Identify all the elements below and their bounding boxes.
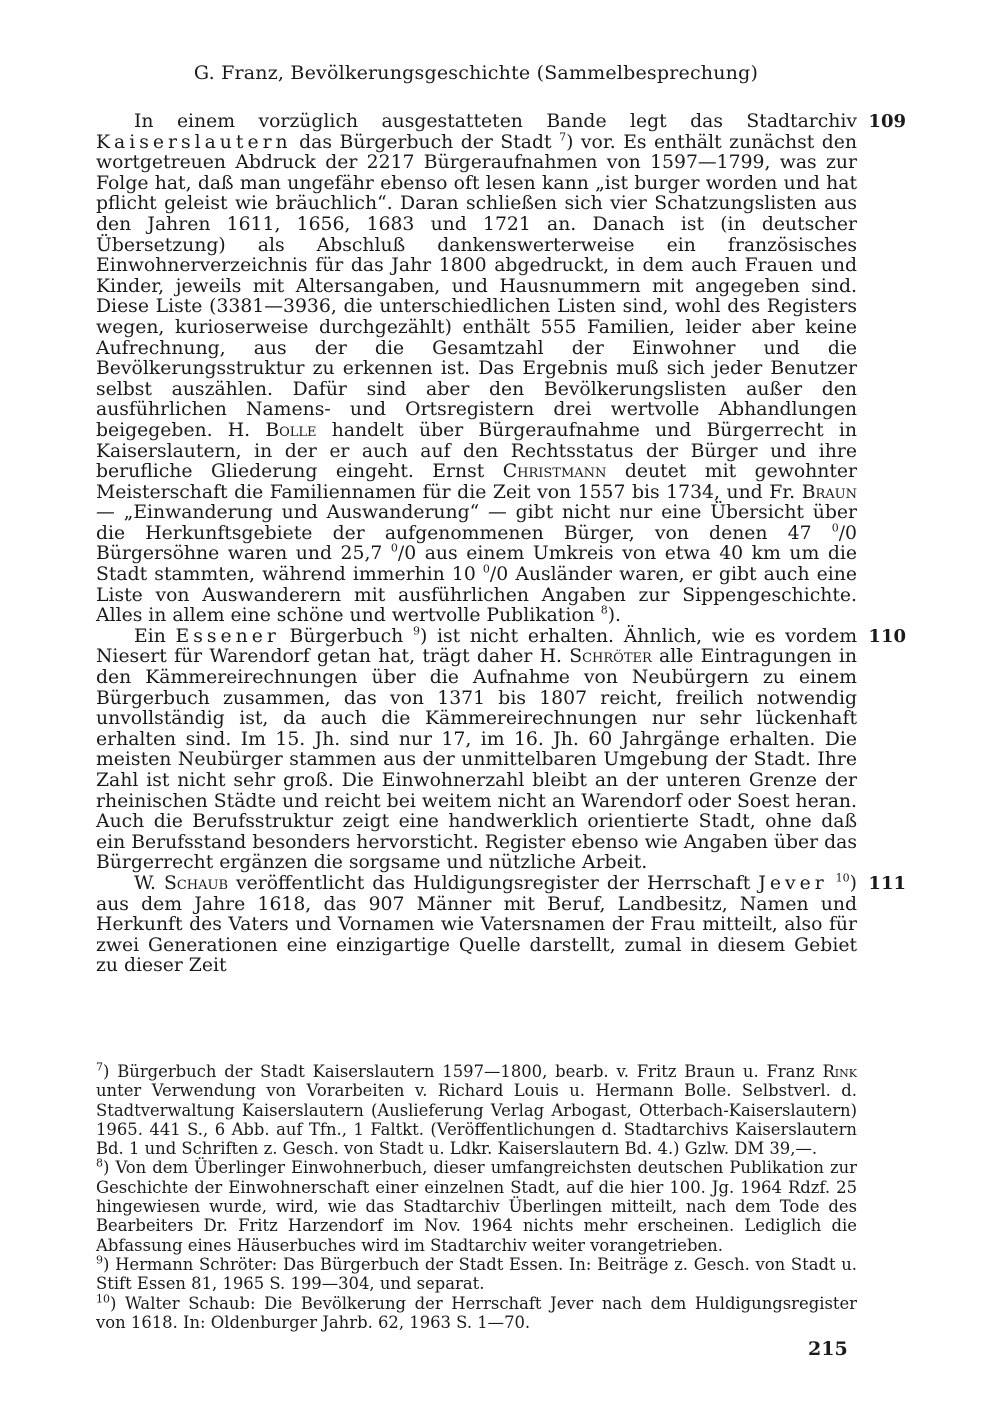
footnote-marker: 7 (96, 1060, 103, 1074)
paragraph-111 (96, 871, 906, 977)
percent-sign-bottom: 0 (845, 522, 857, 544)
footnote-marker: 8 (96, 1157, 103, 1171)
text: das Bürgerbuch der Stadt (291, 131, 560, 153)
footnote-9 (96, 1255, 857, 1294)
author-name: Bolle (265, 419, 317, 441)
text: aus einem Umkreis von etwa 40 km um die Stadt stammten, während immerhin 10 (96, 543, 857, 586)
author-name: Rink (822, 1062, 857, 1081)
footnote-marker: 9 (96, 1253, 103, 1267)
paragraph-110 (96, 624, 906, 874)
percent-sign-bottom: 0 (496, 564, 509, 586)
margin-number: 111 (868, 872, 906, 894)
text (828, 873, 836, 894)
percent-sign-top: 0 (390, 542, 398, 556)
footnote-10 (96, 1294, 857, 1333)
text: Bürgerbuch (279, 625, 413, 647)
percent-sign-top: 0 (831, 521, 839, 535)
text: ) Von dem Überlinger Einwohnerbuch, dieser umfangreichsten deutschen Publikation zur Geschichte der Einwohnerschaft einer einzelnen Stadt, auf die hier 100. Jg. 1964 Rdzf. 25 hingewiesen wurde, wird, wie das Stadtarchiv Überlingen mitteilt, nach dem Tode des Bearbeiters Dr. Fritz Harzendorf im Nov. 1964 nichts mehr erscheinen. Lediglich die Abfassung eines Häuserbuches wird im Stadtarchiv weiter vorangetrieben. (96, 1158, 857, 1255)
footnote-ref: 8 (600, 603, 608, 617)
text: handelt über Bürgeraufnahme und Bürgerrecht in Kaiserslautern, in der er auch auf den Rechtsstatus der Bürger und ihre berufliche Gliederung eingeht. Ernst (96, 419, 857, 483)
percent-slash: / (489, 564, 497, 586)
text: W. (134, 872, 164, 894)
footnote-7 (96, 1062, 857, 1158)
place-name-emphasis: Essener (175, 625, 280, 647)
footnote-marker: 10 (96, 1292, 110, 1306)
author-name: Schröter (569, 646, 652, 668)
text: ) Walter Schaub: Die Bevölkerung der Herrschaft Jever nach dem Huldigungsregister von 1618. In: Oldenburger Jahrb. 62, 1963 S. 1—70. (96, 1293, 857, 1332)
author-name: Christmann (502, 461, 607, 483)
percent-slash: / (838, 522, 846, 544)
text: Ein (134, 625, 176, 647)
footnote-ref: 10 (835, 871, 850, 885)
percent-sign-top: 0 (482, 562, 490, 576)
text: ) Bürgerbuch der Stadt Kaiserslautern 1597—1800, bearb. v. Fritz Braun u. Franz (103, 1062, 823, 1081)
footnote-8 (96, 1158, 857, 1254)
body-text (96, 111, 906, 977)
text: ) Hermann Schröter: Das Bürgerbuch der Stadt Essen. In: Beiträge z. Gesch. von Stadt u. Stift Essen 81, 1965 S. 199—304, und separat. (96, 1254, 857, 1294)
margin-number: 109 (868, 111, 906, 132)
running-head: G. Franz, Bevölkerungsgeschichte (Sammelbesprechung) (193, 62, 759, 84)
text: ) ist nicht erhalten. Ähnlich, wie es vordem Niesert für Warendorf getan hat, trägt daher H. (96, 625, 857, 668)
text: alle Eintragungen in den Kämmereirechnungen über die Aufnahme von Neubürgern zu einem Bürgerbuch zusammen, das von 1371 bis 1807 reicht, freilich notwendig unvollständig ist, da auch die Kämmereirechnungen nur sehr lückenhaft erhalten sind. Im 15. Jh. sind nur 17, im 16. Jh. 60 Jahrgänge erhalten. Die meisten Neubürger stammen aus der unmittelbaren Umgebung der Stadt. Ihre Zahl ist nicht sehr groß. Die Einwohnerzahl bleibt an der unteren Grenze der rheinischen Städte und reicht bei weitem nicht an Warendorf oder Soest heran. Auch die Berufsstruktur zeigt eine handwerklich orientierte Stadt, ohne daß ein Berufsstand besonders hervorsticht. Register ebenso wie Angaben über das Bürgerrecht ergänzen die sorgsame und nützliche Arbeit. (96, 646, 857, 874)
margin-number: 110 (868, 625, 906, 647)
percent-sign-bottom: 0 (404, 543, 417, 565)
text: Bürgersöhne waren und 25,7 (96, 543, 391, 565)
text: ) vor. Es enthält zunächst den wortgetreuen Abdruck der 2217 Bürgeraufnahmen von 1597—1799, was zur Folge hat, daß man ungefähr ebenso oft lesen kann „ist burger worden und hat pflicht geleist wie bräuchlich“. Daran schließen sich vier Schatzungslisten aus den Jahren 1611, 1656, 1683 und 1721 an. Danach ist (in deutscher Übersetzung) als Abschluß dankenswerterweise ein französisches Einwohnerverzeichnis für das Jahr 1800 abgedruckt, in dem auch Frauen und Kinder, jeweils mit Altersangaben, und Hausnummern mit angegeben sind. Diese Liste (3381—3936, die unterschiedlichen Listen sind, wohl des Registers wegen, kurioserweise durchgezählt) enthält 555 Familien, leider aber keine Aufrechnung, aus der die Gesamtzahl der Einwohner und die Bevölkerungsstruktur zu erkennen ist. Das Ergebnis muß sich jeder Benutzer selbst auszählen. Dafür sind aber den Bevölkerungslisten außer den ausführlichen Namens- und Ortsregistern drei wertvolle Abhandlungen beigegeben. H. (96, 131, 857, 441)
place-name-emphasis: Kaiserslautern (96, 131, 292, 153)
page-number: 215 (808, 1338, 848, 1360)
footnotes (96, 1062, 857, 1332)
author-name: Schaub (163, 872, 229, 894)
place-name-emphasis: Jever (758, 872, 828, 894)
text: In einem vorzüglich ausgestatteten Bande legt das Stadtarchiv (134, 111, 857, 132)
text: veröffentlicht das Huldigungsregister der Herrschaft (228, 872, 759, 894)
text: — „Einwanderung und Auswanderung“ — gibt nicht nur eine Übersicht über die Herkunftsgebiete der aufgenommenen Bürger, von denen 47 (96, 502, 857, 544)
text: deutet mit gewohnter Meisterschaft die Familiennamen für die Zeit von 1557 bis 1734, und Fr. (96, 461, 857, 503)
text: ) aus dem Jahre 1618, das 907 Männer mit Beruf, Landbesitz, Namen und Herkunft des Vaters und Vornamen wie Vatersnamen der Frau mitteilt, also für zwei Generationen eine einzigartige Quelle darstellt, zumal in diesem Gebiet zu dieser Zeit (96, 872, 857, 977)
paragraph-109 (96, 111, 906, 627)
footnote-ref: 9 (412, 624, 420, 638)
footnote-ref: 7 (559, 130, 567, 144)
text: Ausländer waren, er gibt auch eine Liste von Auswanderern mit ausführlichen Angaben zur Sippengeschichte. Alles in allem eine schöne und wertvolle Publikation (96, 564, 858, 627)
text: ). (607, 605, 622, 627)
text: unter Verwendung von Vorarbeiten v. Richard Louis u. Hermann Bolle. Selbstverl. d. Stadtverwaltung Kaiserslautern (Auslieferung Verlag Arbogast, Otterbach-Kaiserslautern) 1965. 441 S., 6 Abb. auf Tfn., 1 Faltkt. (Veröffentlichungen d. Stadtarchivs Kaiserslautern Bd. 1 und Schriften z. Gesch. von Stadt u. Ldkr. Kaiserslautern Bd. 4.) Gzlw. DM 39,—. (96, 1081, 857, 1159)
author-name: Braun (801, 481, 857, 503)
percent-slash: / (397, 543, 405, 565)
